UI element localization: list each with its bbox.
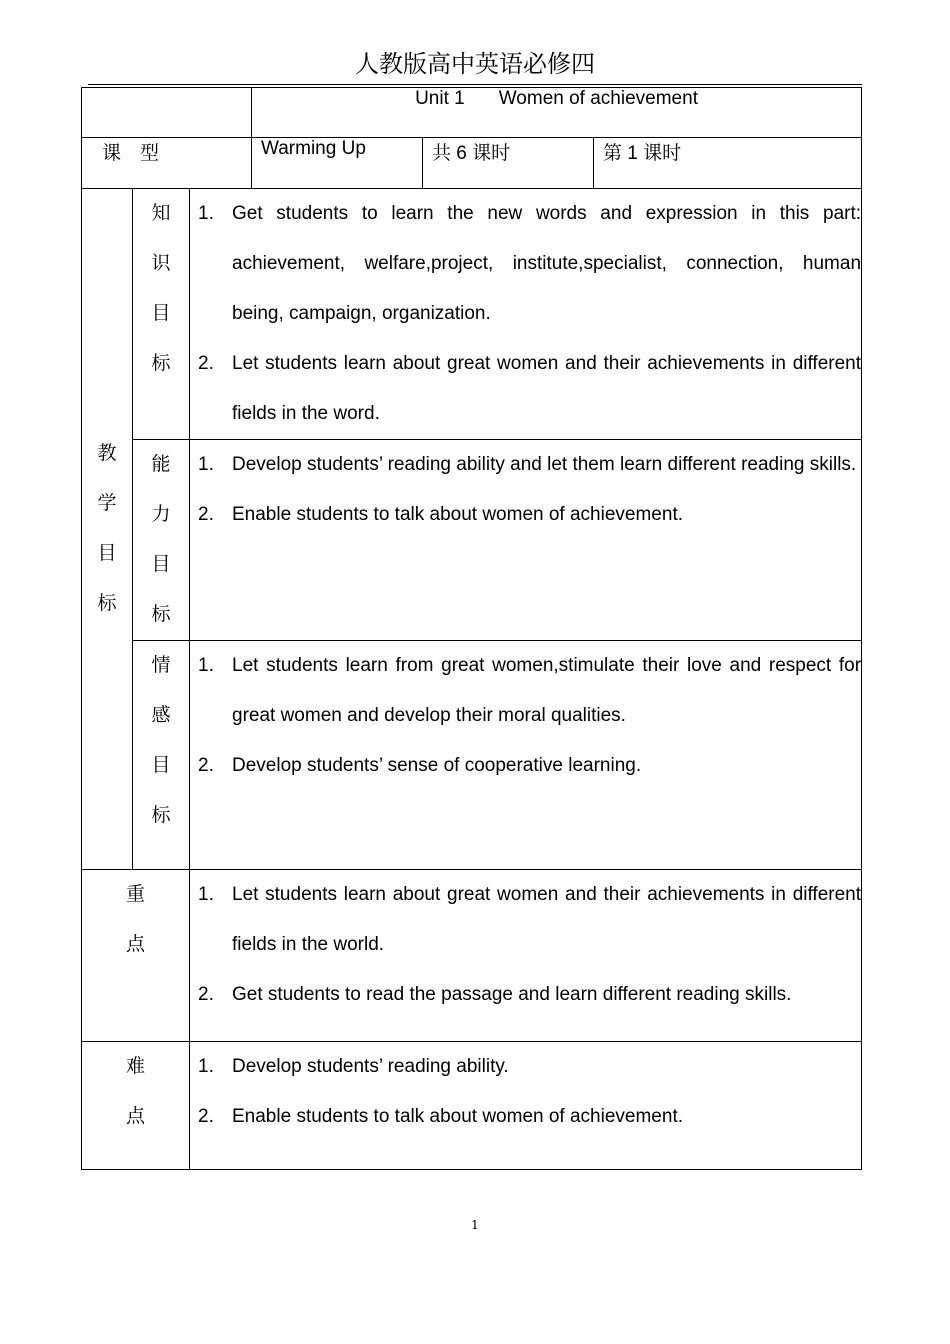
course-type-label: 课 型	[82, 138, 252, 189]
item-text: Develop students’ reading ability and let them learn different reading skills.	[232, 454, 857, 475]
list-item	[190, 1092, 861, 1142]
label-char: 标	[151, 805, 171, 826]
ability-goals-row	[82, 440, 862, 641]
difficult-points-row	[82, 1042, 862, 1170]
item-text: Let students learn about great women and their achievements in different fields in the word.	[232, 353, 862, 424]
label-char: 能	[151, 454, 171, 475]
emotion-goals-row	[82, 641, 862, 870]
emotion-goals-label	[133, 641, 190, 870]
blank-cell	[82, 88, 252, 138]
item-number: 2.	[198, 353, 214, 374]
key-points-label	[82, 870, 190, 1042]
item-number: 2.	[198, 1106, 214, 1127]
key-points-content	[190, 870, 862, 1042]
item-text: Let students learn from great women,stimulate their love and respect for great women and develop their moral qualities.	[232, 655, 862, 726]
key-points-row	[82, 870, 862, 1042]
item-text: Enable students to talk about women of achievement.	[232, 504, 683, 525]
teaching-goals-char: 学	[97, 493, 117, 514]
label-char: 目	[151, 755, 171, 776]
list-item	[190, 1042, 861, 1092]
knowledge-goals-row	[82, 189, 862, 440]
item-number: 2.	[198, 755, 214, 776]
unit-label: Unit 1	[415, 88, 465, 109]
label-char: 情	[151, 655, 171, 676]
teaching-goals-char: 目	[97, 543, 117, 564]
label-char: 目	[151, 554, 171, 575]
label-char: 点	[125, 934, 145, 955]
label-char: 标	[151, 604, 171, 625]
list-item	[190, 189, 861, 339]
label-char: 目	[151, 303, 171, 324]
knowledge-goals-content	[190, 189, 862, 440]
page-header-title: 人教版高中英语必修四	[88, 46, 862, 85]
label-char: 标	[151, 353, 171, 374]
teaching-goals-char: 教	[97, 443, 117, 464]
unit-title: Women of achievement	[498, 88, 698, 109]
item-text: Develop students’ reading ability.	[232, 1056, 509, 1077]
lesson-plan-table	[81, 87, 862, 1170]
list-item	[190, 641, 861, 741]
label-char: 识	[151, 253, 171, 274]
list-item	[190, 870, 861, 970]
label-char: 感	[151, 705, 171, 726]
course-type-row	[82, 138, 862, 189]
item-text: Enable students to talk about women of achievement.	[232, 1106, 683, 1127]
difficult-points-content	[190, 1042, 862, 1170]
unit-title-cell	[252, 88, 862, 138]
item-text: Get students to read the passage and learn different reading skills.	[232, 984, 792, 1005]
emotion-goals-content	[190, 641, 862, 870]
label-char: 重	[125, 884, 145, 905]
item-number: 2.	[198, 504, 214, 525]
knowledge-goals-label	[133, 189, 190, 440]
difficult-points-label	[82, 1042, 190, 1170]
page-number: 1	[471, 1218, 479, 1232]
total-hours: 共 6 课时	[423, 138, 594, 189]
course-type-value: Warming Up	[252, 138, 423, 189]
item-number: 1.	[198, 454, 214, 475]
label-char: 知	[151, 203, 171, 224]
teaching-goals-label	[82, 189, 133, 870]
list-item	[190, 970, 861, 1020]
current-hour: 第 1 课时	[594, 138, 862, 189]
list-item	[190, 339, 861, 439]
list-item	[190, 440, 861, 490]
list-item	[190, 741, 861, 791]
item-number: 1.	[198, 655, 214, 676]
ability-goals-content	[190, 440, 862, 641]
ability-goals-label	[133, 440, 190, 641]
label-char: 力	[151, 504, 171, 525]
item-text: Get students to learn the new words and expression in this part: achievement, welfare,project, institute,specialist, connection, human being, campaign, organization.	[232, 203, 862, 324]
label-char: 难	[125, 1056, 145, 1077]
item-number: 1.	[198, 1056, 214, 1077]
item-number: 1.	[198, 884, 214, 905]
list-item	[190, 490, 861, 540]
item-text: Develop students’ sense of cooperative learning.	[232, 755, 642, 776]
item-number: 1.	[198, 203, 214, 224]
item-number: 2.	[198, 984, 214, 1005]
teaching-goals-char: 标	[97, 593, 117, 614]
label-char: 点	[125, 1106, 145, 1127]
unit-row	[82, 88, 862, 138]
item-text: Let students learn about great women and their achievements in different fields in the world.	[232, 884, 862, 955]
